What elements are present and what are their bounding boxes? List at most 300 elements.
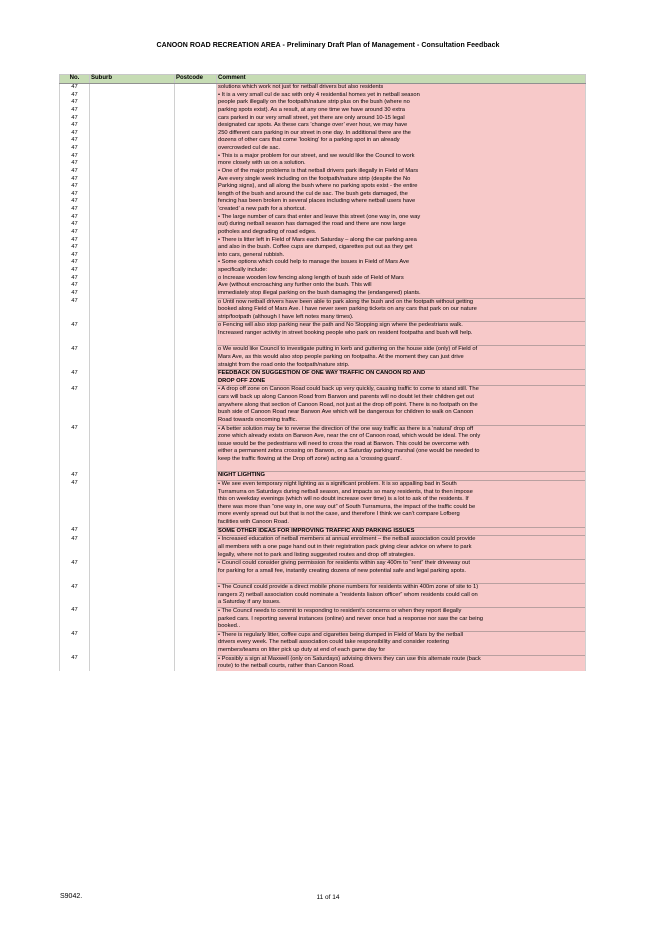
suburb-cell (90, 92, 175, 100)
table-row (60, 631, 586, 639)
suburb-cell (90, 489, 175, 497)
suburb-cell (90, 84, 175, 92)
table-row (60, 511, 586, 519)
row-number: 47 (60, 122, 90, 130)
row-number: 47 (60, 153, 90, 161)
comment-cell: specifically include: (217, 267, 586, 275)
postcode-cell (175, 229, 217, 237)
suburb-cell (90, 616, 175, 624)
comment-cell (217, 464, 586, 472)
row-number: 47 (60, 527, 90, 536)
suburb-cell (90, 592, 175, 600)
table-row (60, 592, 586, 600)
column-header-comment: Comment (217, 75, 586, 84)
suburb-cell (90, 433, 175, 441)
table-row (60, 607, 586, 615)
postcode-cell (175, 472, 217, 481)
suburb-cell (90, 511, 175, 519)
table-row (60, 480, 586, 488)
postcode-cell (175, 346, 217, 354)
table-row (60, 394, 586, 402)
suburb-cell (90, 584, 175, 592)
suburb-cell (90, 322, 175, 330)
row-number: 47 (60, 198, 90, 206)
postcode-cell (175, 221, 217, 229)
suburb-cell (90, 394, 175, 402)
postcode-cell (175, 314, 217, 322)
comment-cell (217, 575, 586, 583)
postcode-cell (175, 592, 217, 600)
comment-cell: • It is a very small cul de sac with only 4 residential homes yet in netball season (217, 92, 586, 100)
table-row (60, 456, 586, 464)
comment-cell: Turramurra on Saturdays during netball season, and impacts so many residents, that to then impose (217, 489, 586, 497)
suburb-cell (90, 631, 175, 639)
row-number: 47 (60, 536, 90, 544)
suburb-cell (90, 456, 175, 464)
comment-cell: straight from the road onto the footpath/nature strip. (217, 362, 586, 370)
postcode-cell (175, 290, 217, 298)
suburb-cell (90, 306, 175, 314)
row-number (60, 394, 90, 402)
postcode-cell (175, 122, 217, 130)
table-row (60, 647, 586, 655)
row-number (60, 448, 90, 456)
table-row (60, 282, 586, 290)
row-number: 47 (60, 607, 90, 615)
suburb-cell (90, 214, 175, 222)
comment-cell: fencing has been broken in several places including where netball users have (217, 198, 586, 206)
table-row (60, 409, 586, 417)
suburb-cell (90, 417, 175, 425)
table-row (60, 214, 586, 222)
postcode-cell (175, 560, 217, 568)
comment-cell: • The Council needs to commit to responding to resident’s concerns or when they report illegally (217, 607, 586, 615)
comment-cell: rangers 2) netball association could nominate a “residents liaison officer” whom residents could call on (217, 592, 586, 600)
row-number (60, 647, 90, 655)
row-number: 47 (60, 386, 90, 394)
suburb-cell (90, 472, 175, 481)
suburb-cell (90, 145, 175, 153)
table-row (60, 552, 586, 560)
row-number (60, 354, 90, 362)
table-row (60, 599, 586, 607)
postcode-cell (175, 183, 217, 191)
postcode-cell (175, 456, 217, 464)
table-row (60, 433, 586, 441)
postcode-cell (175, 206, 217, 214)
table-row (60, 519, 586, 527)
table-row (60, 362, 586, 370)
comment-cell: booked.. (217, 623, 586, 631)
comment-cell: zone which already exists on Barwon Ave, near the cnr of Canoon road, which would be ideal. The only (217, 433, 586, 441)
row-number (60, 433, 90, 441)
comment-cell: legally, where not to park and listing suggested routes and drop off strategies. (217, 552, 586, 560)
postcode-cell (175, 448, 217, 456)
column-header-postcode: Postcode (175, 75, 217, 84)
row-number: 47 (60, 191, 90, 199)
row-number (60, 496, 90, 504)
postcode-cell (175, 409, 217, 417)
comment-cell: NIGHT LIGHTING (217, 472, 586, 481)
postcode-cell (175, 480, 217, 488)
comment-cell: DROP OFF ZONE (217, 378, 586, 386)
row-number (60, 575, 90, 583)
row-number (60, 623, 90, 631)
table-row (60, 107, 586, 115)
suburb-cell (90, 441, 175, 449)
postcode-cell (175, 354, 217, 362)
postcode-cell (175, 338, 217, 346)
comment-cell: a Saturday if any issues. (217, 599, 586, 607)
suburb-cell (90, 607, 175, 615)
suburb-cell (90, 338, 175, 346)
row-number: 47 (60, 107, 90, 115)
table-row (60, 330, 586, 338)
comment-cell: • There is regularly litter, coffee cups and cigarettes being dumped in Field of Mars by the netball (217, 631, 586, 639)
row-number: 47 (60, 298, 90, 306)
row-number: 47 (60, 99, 90, 107)
table-row (60, 568, 586, 576)
table-row (60, 145, 586, 153)
postcode-cell (175, 330, 217, 338)
postcode-cell (175, 402, 217, 410)
row-number (60, 417, 90, 425)
suburb-cell (90, 527, 175, 536)
row-number (60, 338, 90, 346)
row-number (60, 592, 90, 600)
suburb-cell (90, 568, 175, 576)
row-number (60, 663, 90, 671)
table-row (60, 122, 586, 130)
row-number (60, 378, 90, 386)
suburb-cell (90, 314, 175, 322)
postcode-cell (175, 425, 217, 433)
comment-cell: • A better solution may be to reverse the direction of the one way traffic as there is a ‘natural’ drop off (217, 425, 586, 433)
comment-cell: dozens of other cars that come ‘looking’ for a parking spot in an already (217, 137, 586, 145)
comment-cell: • Possibly a sign at Maxwell (only on Saturdays) advising drivers they can use this alternate route (back (217, 655, 586, 663)
table-row (60, 560, 586, 568)
row-number: 47 (60, 206, 90, 214)
postcode-cell (175, 99, 217, 107)
table-row (60, 259, 586, 267)
comment-cell: more closely with us on a solution. (217, 160, 586, 168)
suburb-cell (90, 244, 175, 252)
row-number (60, 519, 90, 527)
column-header-suburb: Suburb (90, 75, 175, 84)
comment-cell: and also in the bush. Coffee cups are dumped, cigarettes put out as they get (217, 244, 586, 252)
feedback-table (59, 74, 586, 671)
comment-cell: bush side of Canoon Road near Barwon Ave which will be dangerous for children to walk on Canoon (217, 409, 586, 417)
comment-cell: parked cars. I reporting several instances (online) and never once had a response nor saw the car being (217, 616, 586, 624)
comment-cell: Parking signs), and all along the bush where no parking spots exist - the entire (217, 183, 586, 191)
suburb-cell (90, 99, 175, 107)
table-row (60, 322, 586, 330)
postcode-cell (175, 176, 217, 184)
postcode-cell (175, 616, 217, 624)
postcode-cell (175, 607, 217, 615)
suburb-cell (90, 221, 175, 229)
suburb-cell (90, 122, 175, 130)
comment-cell: out) during netball season has damaged the road and there are now large (217, 221, 586, 229)
table-row (60, 314, 586, 322)
row-number (60, 639, 90, 647)
comment-cell: booked along Field of Mars Ave. I have never seen parking tickets on any cars that park on our nature (217, 306, 586, 314)
comment-cell: SOME OTHER IDEAS FOR IMPROVING TRAFFIC AND PARKING ISSUES (217, 527, 586, 536)
row-number: 47 (60, 584, 90, 592)
postcode-cell (175, 115, 217, 123)
suburb-cell (90, 552, 175, 560)
suburb-cell (90, 647, 175, 655)
row-number: 47 (60, 259, 90, 267)
comment-cell: for parking for a small fee, instantly creating dozens of new potential safe and legal parking spots. (217, 568, 586, 576)
comment-cell: there was more than “one way in, one way out” of South Turramurra, the impact of the traffic could be (217, 504, 586, 512)
postcode-cell (175, 168, 217, 176)
suburb-cell (90, 298, 175, 306)
comment-cell: • Increased education of netball members at annual enrolment – the netball association could provide (217, 536, 586, 544)
table-row (60, 267, 586, 275)
page-number: 11 of 14 (316, 894, 340, 901)
comment-cell: cars parked in our very small street, yet there are only around 10-15 legal (217, 115, 586, 123)
suburb-cell (90, 346, 175, 354)
comment-cell: either a permanent zebra crossing on Barwon, or a Saturday parking marshal (one would be needed to (217, 448, 586, 456)
row-number: 47 (60, 655, 90, 663)
column-header-no: No. (60, 75, 90, 84)
table-row (60, 623, 586, 631)
postcode-cell (175, 599, 217, 607)
row-number: 47 (60, 84, 90, 92)
suburb-cell (90, 275, 175, 283)
comment-cell: • The Council could provide a direct mobile phone numbers for residents within 400m zone of site to 1) (217, 584, 586, 592)
table-row (60, 115, 586, 123)
comment-cell: strip/footpath (although I have left notes many times). (217, 314, 586, 322)
table-row (60, 441, 586, 449)
postcode-cell (175, 575, 217, 583)
row-number: 47 (60, 267, 90, 275)
comment-cell: • There is litter left in Field of Mars each Saturday – along the car parking area (217, 237, 586, 245)
table-row (60, 472, 586, 481)
comment-cell: route) to the netball courts, rather than Canoon Road. (217, 663, 586, 671)
table-row (60, 386, 586, 394)
comment-cell: • This is a major problem for our street, and we would like the Council to work (217, 153, 586, 161)
document-reference: S9042. (60, 893, 83, 900)
postcode-cell (175, 160, 217, 168)
comment-cell: anywhere along that section of Canoon Road, not just at the drop off point. There is no footpath on the (217, 402, 586, 410)
table-row (60, 575, 586, 583)
postcode-cell (175, 489, 217, 497)
row-number: 47 (60, 631, 90, 639)
row-number (60, 306, 90, 314)
row-number: 47 (60, 370, 90, 378)
row-number: 47 (60, 560, 90, 568)
postcode-cell (175, 433, 217, 441)
table-row (60, 338, 586, 346)
table-row (60, 153, 586, 161)
suburb-cell (90, 282, 175, 290)
postcode-cell (175, 655, 217, 663)
table-row (60, 198, 586, 206)
suburb-cell (90, 425, 175, 433)
table-row (60, 584, 586, 592)
postcode-cell (175, 92, 217, 100)
suburb-cell (90, 536, 175, 544)
postcode-cell (175, 362, 217, 370)
postcode-cell (175, 647, 217, 655)
comment-cell: • One of the major problems is that netball drivers park illegally in Field of Mars (217, 168, 586, 176)
row-number: 47 (60, 214, 90, 222)
comment-cell: Mars Ave, as this would also stop people parking on footpaths. At the moment they can just drive (217, 354, 586, 362)
comment-cell: o We would like Council to investigate putting in kerb and guttering on the house side (only) of Field of (217, 346, 586, 354)
table-row (60, 464, 586, 472)
comment-cell: 250 different cars parking in our street in one day. In additional there are the (217, 130, 586, 138)
postcode-cell (175, 145, 217, 153)
table-row (60, 99, 586, 107)
table-row (60, 84, 586, 92)
suburb-cell (90, 115, 175, 123)
comment-cell: into cars, general rubbish. (217, 252, 586, 260)
table-row (60, 489, 586, 497)
comment-cell: issue would be the pedestrians will need to cross the road at Barwon. This could be overcome with (217, 441, 586, 449)
comment-cell: cars will back up along Canoon Road from Barwon and parents will no doubt let their children get out (217, 394, 586, 402)
table-row (60, 496, 586, 504)
postcode-cell (175, 306, 217, 314)
table-row (60, 290, 586, 298)
table-body (60, 84, 586, 671)
table-row (60, 252, 586, 260)
table-row (60, 298, 586, 306)
comment-cell: designated car spots. As these cars ‘change over’ ever hour, we may have (217, 122, 586, 130)
table-row (60, 191, 586, 199)
comment-cell (217, 338, 586, 346)
postcode-cell (175, 130, 217, 138)
suburb-cell (90, 183, 175, 191)
suburb-cell (90, 198, 175, 206)
row-number (60, 544, 90, 552)
table-row (60, 616, 586, 624)
suburb-cell (90, 160, 175, 168)
suburb-cell (90, 464, 175, 472)
suburb-cell (90, 519, 175, 527)
postcode-cell (175, 552, 217, 560)
suburb-cell (90, 191, 175, 199)
suburb-cell (90, 599, 175, 607)
postcode-cell (175, 275, 217, 283)
comment-cell: solutions which work not just for netball drivers but also residents (217, 84, 586, 92)
postcode-cell (175, 298, 217, 306)
row-number: 47 (60, 183, 90, 191)
comment-cell: members/teams on litter pick up duty at end of each game day for (217, 647, 586, 655)
postcode-cell (175, 639, 217, 647)
comment-cell: FEEDBACK ON SUGGESTION OF ONE WAY TRAFFIC ON CANOON RD AND (217, 370, 586, 378)
row-number (60, 402, 90, 410)
postcode-cell (175, 84, 217, 92)
row-number: 47 (60, 346, 90, 354)
postcode-cell (175, 322, 217, 330)
row-number: 47 (60, 221, 90, 229)
suburb-cell (90, 237, 175, 245)
table-row (60, 639, 586, 647)
table-row (60, 663, 586, 671)
postcode-cell (175, 386, 217, 394)
table-row (60, 206, 586, 214)
row-number: 47 (60, 425, 90, 433)
postcode-cell (175, 282, 217, 290)
comment-cell: keep the traffic flowing at the Drop off zone) acting as a ‘crossing guard’. (217, 456, 586, 464)
suburb-cell (90, 206, 175, 214)
comment-cell: • The large number of cars that enter and leave this street (one way in, one way (217, 214, 586, 222)
postcode-cell (175, 464, 217, 472)
comment-cell: o Fencing will also stop parking near the path and No Stopping sign where the pedestrians walk. (217, 322, 586, 330)
row-number (60, 552, 90, 560)
comment-cell: o Increase wooden low fencing along length of bush side of Field of Mars (217, 275, 586, 283)
table-row (60, 237, 586, 245)
comment-cell: ‘created’ a new path for a shortcut. (217, 206, 586, 214)
suburb-cell (90, 330, 175, 338)
row-number: 47 (60, 130, 90, 138)
table-row (60, 244, 586, 252)
table-row (60, 417, 586, 425)
table-row (60, 504, 586, 512)
suburb-cell (90, 575, 175, 583)
table-row (60, 306, 586, 314)
suburb-cell (90, 496, 175, 504)
row-number (60, 441, 90, 449)
suburb-cell (90, 409, 175, 417)
table-row (60, 275, 586, 283)
row-number (60, 568, 90, 576)
postcode-cell (175, 237, 217, 245)
comment-cell: potholes and degrading of road edges. (217, 229, 586, 237)
postcode-cell (175, 153, 217, 161)
suburb-cell (90, 560, 175, 568)
postcode-cell (175, 267, 217, 275)
postcode-cell (175, 536, 217, 544)
comment-cell: all members with a one page hand out in their registration pack giving clear advice on where to park (217, 544, 586, 552)
postcode-cell (175, 378, 217, 386)
comment-cell: immediately stop illegal parking on the bush damaging the (endangered) plants. (217, 290, 586, 298)
row-number (60, 464, 90, 472)
postcode-cell (175, 519, 217, 527)
postcode-cell (175, 544, 217, 552)
suburb-cell (90, 354, 175, 362)
postcode-cell (175, 137, 217, 145)
comment-cell: o Until now netball drivers have been able to park along the bush and on the footpath without getting (217, 298, 586, 306)
row-number (60, 330, 90, 338)
row-number (60, 362, 90, 370)
row-number (60, 314, 90, 322)
row-number: 47 (60, 252, 90, 260)
row-number: 47 (60, 322, 90, 330)
suburb-cell (90, 229, 175, 237)
postcode-cell (175, 441, 217, 449)
table-row (60, 402, 586, 410)
row-number: 47 (60, 290, 90, 298)
suburb-cell (90, 663, 175, 671)
table-row (60, 346, 586, 354)
comment-cell: Increased ranger activity in street booking people who park on resident footpaths and bush will help. (217, 330, 586, 338)
comment-cell: parking spots exist). As a result, at any one time we have around 30 extra (217, 107, 586, 115)
postcode-cell (175, 584, 217, 592)
row-number: 47 (60, 275, 90, 283)
row-number (60, 616, 90, 624)
comment-cell: • A drop off zone on Canoon Road could back up very quickly, causing traffic to come to stand still. The (217, 386, 586, 394)
page-title: CANOON ROAD RECREATION AREA - Preliminary Draft Plan of Management - Consultation Feedback (156, 42, 500, 49)
postcode-cell (175, 394, 217, 402)
comment-cell: drivers every week. The netball association could take responsibility and consider rostering (217, 639, 586, 647)
comment-cell: length of the bush and around the cul de sac. The bush gets damaged, the (217, 191, 586, 199)
row-number: 47 (60, 282, 90, 290)
postcode-cell (175, 511, 217, 519)
row-number (60, 504, 90, 512)
